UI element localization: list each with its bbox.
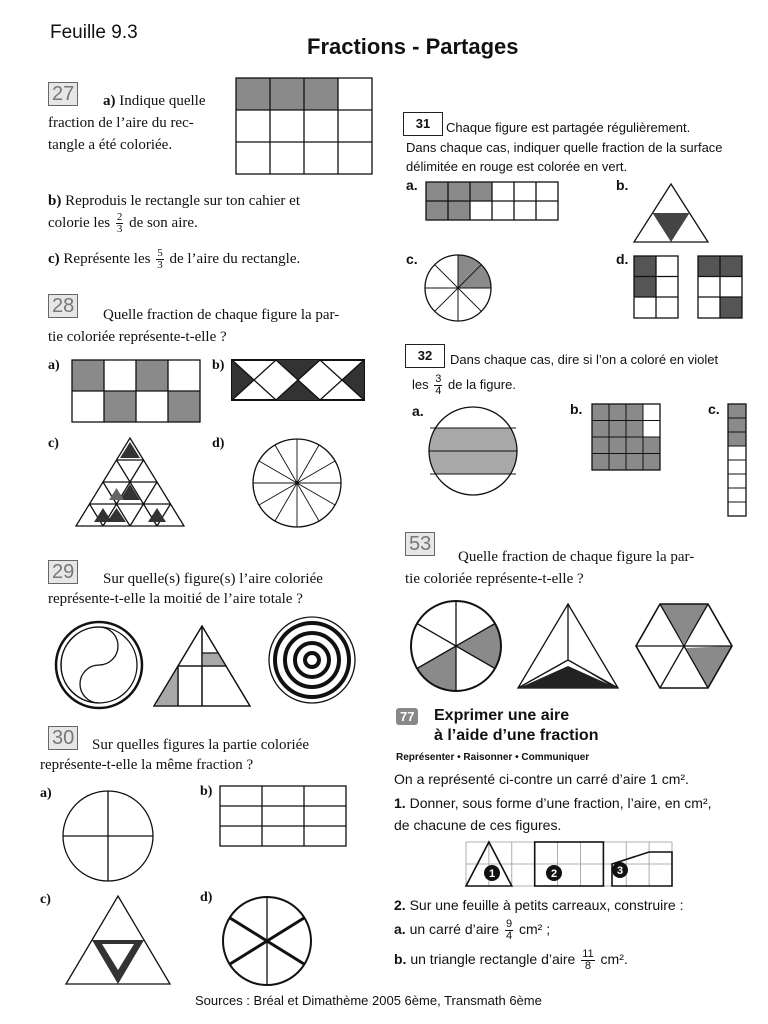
ex27-b-text2b: de son aire. xyxy=(129,215,198,231)
ex27-c xyxy=(48,248,300,271)
ex32-figure-a xyxy=(428,406,518,496)
ex31-figure-d1 xyxy=(634,256,678,318)
ex30-label-b: b) xyxy=(200,784,213,799)
ex30-label-c: c) xyxy=(40,892,51,907)
exercise-number-53: 53 xyxy=(405,532,435,556)
ex53-figure-hexagon xyxy=(636,604,732,688)
ex77-title1: Exprimer une aire xyxy=(434,707,570,724)
ex77-line1: On a représenté ci-contre un carré d’aire 1 cm². xyxy=(394,771,689,787)
ex77-b-den: 8 xyxy=(584,959,591,972)
ex30-figure-a xyxy=(62,790,154,882)
ex29-text1: Sur quelle(s) figure(s) l’aire coloriée xyxy=(103,571,323,587)
ex32-text2b: de la figure. xyxy=(448,376,516,392)
ex53-figure-circle xyxy=(410,600,502,692)
ex28-figure-d xyxy=(252,438,342,528)
ex77-a-fraction xyxy=(505,919,513,942)
ex31-figure-d2 xyxy=(698,256,742,318)
ex27-c-num: 5 xyxy=(157,247,163,260)
ex31-figure-a xyxy=(426,182,558,220)
ex28-label-d: d) xyxy=(212,436,225,451)
ex28-figure-c xyxy=(76,438,184,526)
page-title: Fractions - Partages xyxy=(307,34,519,59)
ex27-rectangle-grid xyxy=(236,78,372,174)
ex27-b-den: 3 xyxy=(116,223,123,236)
ex30-figure-d xyxy=(222,896,312,986)
ex27-c-fraction xyxy=(156,248,164,271)
ex32-text1: Dans chaque cas, dire si l’on a coloré en violet xyxy=(450,352,719,367)
ex77-b-num: 11 xyxy=(582,947,594,960)
ex27-a-text2: fraction de l’aire du rec- xyxy=(48,115,194,131)
exercise-number-32: 32 xyxy=(405,344,445,368)
ex77-q2-text: Sur une feuille à petits carreaux, construire : xyxy=(409,897,684,913)
ex31-label-b: b. xyxy=(616,177,629,193)
ex32-text2a: les xyxy=(412,376,429,392)
ex31-label-c: c. xyxy=(406,251,418,267)
ex27-b-num: 2 xyxy=(116,211,123,224)
ex77-q1-text: Donner, sous forme d’une fraction, l’aire, en cm², xyxy=(409,795,712,811)
ex29-figure-concentric xyxy=(268,616,356,704)
ex28-text1: Quelle fraction de chaque figure la par- xyxy=(103,307,340,323)
ex32-label-a: a. xyxy=(412,403,424,419)
ex27-c-label: c) xyxy=(48,251,60,267)
ex27-a-label: a) xyxy=(103,93,116,109)
ex53-figure-triangle xyxy=(518,604,618,688)
ex27-a-text1: Indique quelle xyxy=(119,93,206,109)
ex77-b-text: un triangle rectangle d’aire xyxy=(410,951,576,967)
ex77-title2: à l’aide d’une fraction xyxy=(434,727,599,744)
ex77-q1-text2: de chacune de ces figures. xyxy=(394,817,562,833)
ex28-label-c: c) xyxy=(48,436,59,451)
ex27-a xyxy=(103,90,205,112)
ex31-text2: Dans chaque cas, indiquer quelle fraction de la surface xyxy=(406,140,723,155)
ex28-figure-a xyxy=(72,360,200,422)
ex77-q2 xyxy=(394,894,684,916)
ex77-b-fraction xyxy=(581,949,594,972)
ex30-figure-b xyxy=(220,786,346,846)
exercise-number-29: 29 xyxy=(48,560,78,584)
ex27-b-fraction xyxy=(116,212,124,235)
ex32-figure-c xyxy=(728,404,746,516)
exercise-number-77: 77 xyxy=(396,708,418,725)
ex27-a-text3: tangle a été coloriée. xyxy=(48,137,173,153)
ex28-figure-b xyxy=(232,360,364,400)
ex29-figure-yinyang xyxy=(54,620,144,710)
ex28-label-a: a) xyxy=(48,358,60,373)
ex32-figure-b xyxy=(592,404,660,470)
ex77-b xyxy=(394,948,628,972)
ex27-c-text2: de l’aire du rectangle. xyxy=(169,251,301,267)
ex29-figure-triangle xyxy=(154,626,250,706)
ex27-c-den: 3 xyxy=(157,259,163,272)
exercise-number-27: 27 xyxy=(48,82,78,106)
ex32-num: 3 xyxy=(435,373,442,385)
ex32-den: 4 xyxy=(435,385,442,397)
ex77-skills: Représenter • Raisonner • Communiquer xyxy=(396,752,590,763)
ex77-a-text: un carré d’aire xyxy=(409,921,500,937)
ex77-q2-label: 2. xyxy=(394,897,406,913)
ex77-a-label: a. xyxy=(394,921,406,937)
ex77-q1 xyxy=(394,792,712,814)
ex27-b-text1: Reproduis le rectangle sur ton cahier et xyxy=(65,193,301,209)
ex28-label-b: b) xyxy=(212,358,225,373)
ex31-label-a: a. xyxy=(406,177,418,193)
exercise-number-30: 30 xyxy=(48,726,78,750)
ex28-text2: tie coloriée représente-t-elle ? xyxy=(48,329,227,345)
ex30-label-a: a) xyxy=(40,786,52,801)
ex30-text1: Sur quelles figures la partie coloriée xyxy=(92,737,310,753)
ex27-c-text1: Représente les xyxy=(63,251,151,267)
ex77-figure-label-2: 2 xyxy=(550,868,558,880)
ex53-text2: tie coloriée représente-t-elle ? xyxy=(405,571,584,587)
ex32-fraction xyxy=(434,374,442,397)
ex77-figure-grid xyxy=(466,842,672,886)
ex77-a-num: 9 xyxy=(505,917,513,930)
ex27-b-label: b) xyxy=(48,193,62,209)
ex53-text1: Quelle fraction de chaque figure la par- xyxy=(458,549,695,565)
ex31-text3: délimitée en rouge est colorée en vert. xyxy=(406,159,628,174)
ex30-label-d: d) xyxy=(200,890,213,905)
sources-footer: Sources : Bréal et Dimathème 2005 6ème, Transmath 6ème xyxy=(195,993,542,1008)
sheet-label: Feuille 9.3 xyxy=(50,22,138,43)
ex29-text2: représente-t-elle la moitié de l’aire totale ? xyxy=(48,591,303,607)
ex31-figure-c xyxy=(424,254,492,322)
ex77-q1-label: 1. xyxy=(394,795,406,811)
ex77-a xyxy=(394,918,550,942)
ex77-a-den: 4 xyxy=(505,929,513,942)
ex77-b-label: b. xyxy=(394,951,407,967)
ex30-text2: représente-t-elle la même fraction ? xyxy=(40,757,254,773)
ex27-b xyxy=(48,190,300,212)
ex27-b-text2a: colorie les xyxy=(48,215,111,231)
ex27-b-line2 xyxy=(48,212,198,235)
ex31-label-d: d. xyxy=(616,251,629,267)
ex32-label-b: b. xyxy=(570,401,583,417)
ex31-text1: Chaque figure est partagée régulièrement. xyxy=(446,120,691,135)
exercise-number-28: 28 xyxy=(48,294,78,318)
ex30-figure-c xyxy=(66,896,170,984)
ex77-header xyxy=(396,708,418,726)
ex32-line2 xyxy=(412,374,516,397)
ex32-label-c: c. xyxy=(708,401,720,417)
exercise-number-31: 31 xyxy=(403,112,443,136)
ex77-a-unit: cm² ; xyxy=(518,921,551,937)
ex77-b-unit: cm². xyxy=(600,951,628,967)
ex77-figure-label-1: 1 xyxy=(488,868,496,880)
ex77-figure-label-3: 3 xyxy=(616,865,624,877)
ex31-figure-b xyxy=(634,184,708,242)
